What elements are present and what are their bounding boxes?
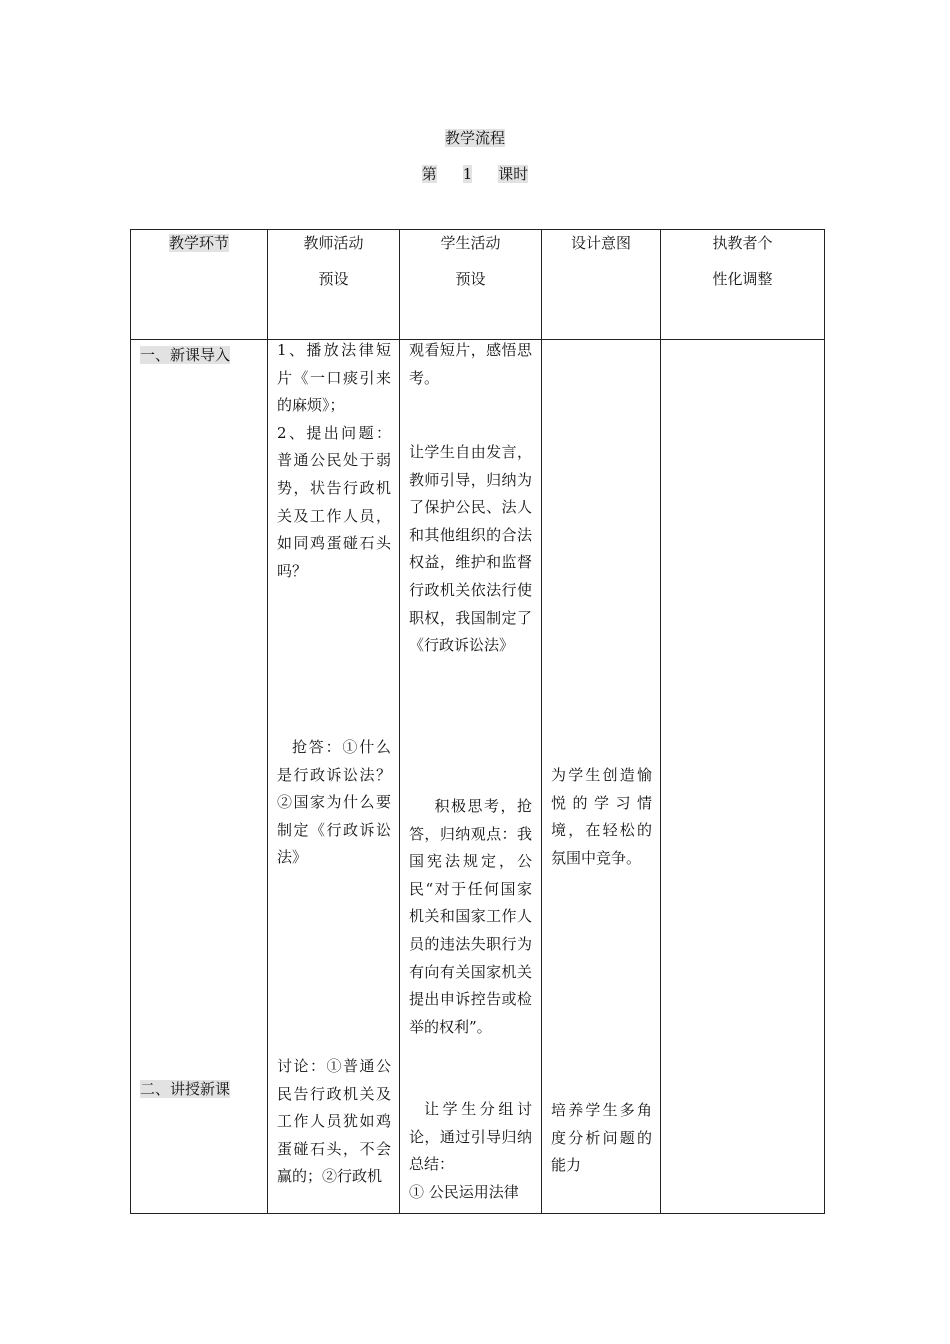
- col-header-intent: 设计意图: [542, 230, 661, 340]
- student-point-1: ① 公民运用法律: [409, 1182, 519, 1201]
- intent-2: 培养学生多角度分析问题的能力: [551, 1101, 652, 1175]
- stage-cell: [131, 340, 268, 1214]
- section-intro: 一、新课导入: [140, 346, 231, 364]
- teacher-step-2: 2、提出问题：普通公民处于弱势，状告行政机关及工作人员，如同鸡蛋碰石头吗？: [277, 423, 391, 580]
- teacher-cell: [268, 340, 400, 1214]
- period-suffix: 课时: [498, 165, 529, 183]
- col-header-teacher: 教师活动 预设: [268, 230, 400, 340]
- col-header-student: 学生活动 预设: [400, 230, 542, 340]
- student-watch: 观看短片，感悟思考。: [409, 341, 532, 387]
- intent-cell: [542, 340, 661, 1214]
- col-header-adjust: 执教者个 性化调整: [661, 230, 825, 340]
- section-teach: 二、讲授新课: [140, 1080, 231, 1098]
- table-row: [131, 340, 825, 1214]
- student-cell: [400, 340, 542, 1214]
- table-header-row: [131, 230, 825, 340]
- student-group: 让学生分组讨论，通过引导归纳总结：: [409, 1100, 532, 1174]
- teacher-quiz: 抢答：①什么是行政诉讼法？②国家为什么要制定《行政诉讼法》: [277, 738, 391, 867]
- student-think: 积极思考，抢答，归纳观点：我国宪法规定，公民“对于任何国家机关和国家工作人员的违法失职行为有向有关国家机关提出申诉控告或检举的权利”。: [409, 797, 532, 1036]
- adjust-cell: [661, 340, 825, 1214]
- period-label: [0, 163, 950, 184]
- student-speak: 让学生自由发言，教师引导，归纳为了保护公民、法人和其他组织的合法权益，维护和监督行政机关依法行使职权，我国制定了《行政诉讼法》: [409, 443, 532, 655]
- intent-1: 为学生创造愉悦的学习情境，在轻松的氛围中竞争。: [551, 766, 652, 867]
- teacher-step-1: 1、播放法律短片《一口痰引来的麻烦》；: [277, 341, 391, 415]
- teacher-discussion: 讨论：①普通公民告行政机关及工作人员犹如鸡蛋碰石头，不会赢的；②行政机: [277, 1057, 391, 1186]
- page-title: 教学流程: [444, 129, 505, 147]
- teaching-flow-table: [130, 229, 825, 1214]
- col-header-stage: 教学环节: [131, 230, 268, 340]
- period-number: 1: [462, 165, 473, 183]
- period-prefix: 第: [421, 165, 437, 183]
